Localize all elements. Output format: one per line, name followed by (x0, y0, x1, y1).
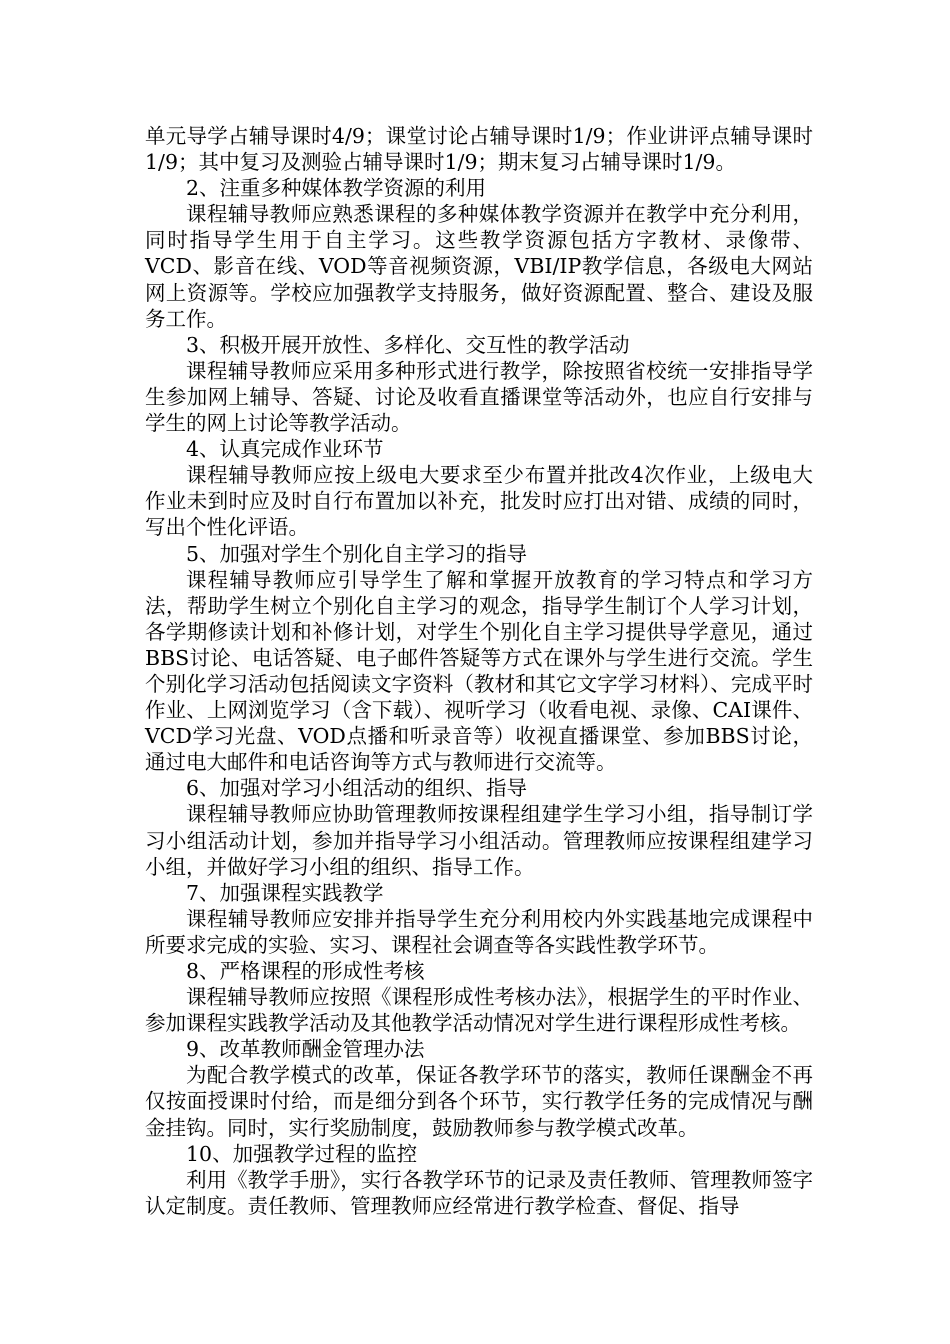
section-heading-8: 8、严格课程的形成性考核 (186, 959, 425, 983)
paragraph-10: 利用《教学手册》，实行各教学环节的记录及责任教师、管理教师签字认定制度。责任教师、管理教师应经常进行教学检查、督促、指导 (145, 1167, 813, 1218)
paragraph-4: 课程辅导教师应按上级电大要求至少布置并批改4次作业，上级电大作业未到时应及时自行布置加以补充，批发时应打出对错、成绩的同时，写出个性化评语。 (145, 463, 813, 540)
paragraph-9: 为配合教学模式的改革，保证各教学环节的落实，教师任课酬金不再仅按面授课时付给，而是细分到各个环节，实行教学任务的完成情况与酬金挂钩。同时，实行奖励制度，鼓励教师参与教学模式改革。 (145, 1063, 813, 1140)
paragraph-7: 课程辅导教师应安排并指导学生充分利用校内外实践基地完成课程中所要求完成的实验、实习、课程社会调查等各实践性教学环节。 (145, 906, 813, 957)
document-body (145, 123, 813, 1219)
paragraph-8: 课程辅导教师应按照《课程形成性考核办法》，根据学生的平时作业、参加课程实践教学活动及其他教学活动情况对学生进行课程形成性考核。 (145, 985, 813, 1036)
paragraph-2: 课程辅导教师应熟悉课程的多种媒体教学资源并在教学中充分利用，同时指导学生用于自主学习。这些教学资源包括方字教材、录像带、VCD、影音在线、VOD等音视频资源，VBI/IP教学信息，各级电大网站网上资源等。学校应加强教学支持服务，做好资源配置、整合、建设及服务工作。 (145, 202, 813, 331)
paragraph-continuation: 单元导学占辅导课时4/9；课堂讨论占辅导课时1/9；作业讲评点辅导课时1/9；其中复习及测验占辅导课时1/9；期末复习占辅导课时1/9。 (145, 124, 813, 175)
paragraph-3: 课程辅导教师应采用多种形式进行教学，除按照省校统一安排指导学生参加网上辅导、答疑、讨论及收看直播课堂等活动外，也应自行安排与学生的网上讨论等教学活动。 (145, 358, 813, 436)
section-heading-7: 7、加强课程实践教学 (186, 880, 384, 905)
section-heading-9: 9、改革教师酬金管理办法 (186, 1037, 425, 1062)
section-heading-5: 5、加强对学生个别化自主学习的指导 (186, 541, 528, 566)
section-heading-3: 3、积极开展开放性、多样化、交互性的教学活动 (186, 332, 630, 357)
paragraph-6: 课程辅导教师应协助管理教师按课程组建学生学习小组，指导制订学习小组活动计划，参加并指导学习小组活动。管理教师应按课程组建学习小组，并做好学习小组的组织、指导工作。 (145, 802, 813, 879)
paragraph-5: 课程辅导教师应引导学生了解和掌握开放教育的学习特点和学习方法，帮助学生树立个别化自主学习的观念，指导学生制订个人学习计划，各学期修读计划和补修计划，对学生个别化自主学习提供导学意见，通过BBS讨论、电话答疑、电子邮件答疑等方式在课外与学生进行交流。学生个别化学习活动包括阅读文字资料（教材和其它文字学习材料）、完成平时作业、上网浏览学习（含下载）、视听学习（收看电视、录像、CAI课件、VCD学习光盘、VOD点播和听录音等）收视直播课堂、参加BBS讨论，通过电大邮件和电话咨询等方式与教师进行交流等。 (145, 567, 813, 775)
section-heading-10: 10、加强教学过程的监控 (186, 1141, 418, 1166)
section-heading-6: 6、加强对学习小组活动的组织、指导 (186, 776, 528, 801)
section-heading-2: 2、注重多种媒体教学资源的利用 (186, 176, 487, 201)
section-heading-4: 4、认真完成作业环节 (186, 437, 384, 462)
